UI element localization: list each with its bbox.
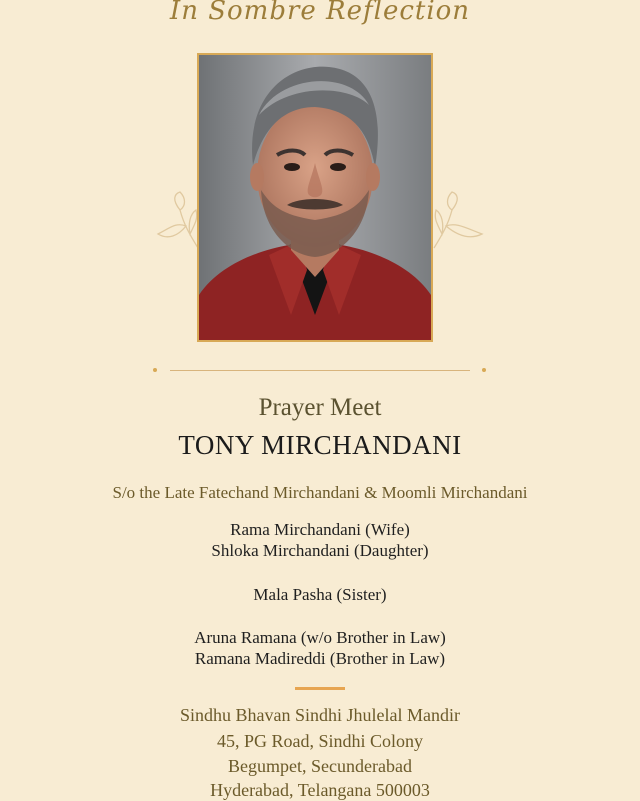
family-sister-in-law: Aruna Ramana (w/o Brother in Law)	[194, 628, 446, 647]
portrait-photo	[197, 53, 433, 342]
family-wife: Rama Mirchandani (Wife)	[230, 520, 410, 539]
prayer-meet-heading: Prayer Meet	[258, 394, 382, 421]
divider-dot-left	[153, 368, 157, 372]
family-sister: Mala Pasha (Sister)	[253, 585, 387, 604]
deceased-name: TONY MIRCHANDANI	[178, 430, 462, 460]
venue-locality: Begumpet, Secunderabad	[228, 756, 412, 776]
divider-dot-right	[482, 368, 486, 372]
right-leaf-ornament-icon	[432, 190, 488, 250]
family-daughter: Shloka Mirchandani (Daughter)	[211, 541, 429, 560]
left-leaf-ornament-icon	[150, 190, 200, 250]
parentage-line: S/o the Late Fatechand Mirchandani & Moomli Mirchandani	[112, 483, 528, 502]
venue-city: Hyderabad, Telangana 500003	[210, 780, 430, 800]
venue-street: 45, PG Road, Sindhi Colony	[216, 731, 424, 751]
family-brother-in-law: Ramana Madireddi (Brother in Law)	[194, 649, 446, 668]
venue-name: Sindhu Bhavan Sindhi Jhulelal Mandir	[180, 705, 460, 725]
accent-divider	[295, 687, 345, 690]
header-title: In Sombre Reflection	[169, 0, 471, 26]
divider-line	[170, 370, 470, 371]
